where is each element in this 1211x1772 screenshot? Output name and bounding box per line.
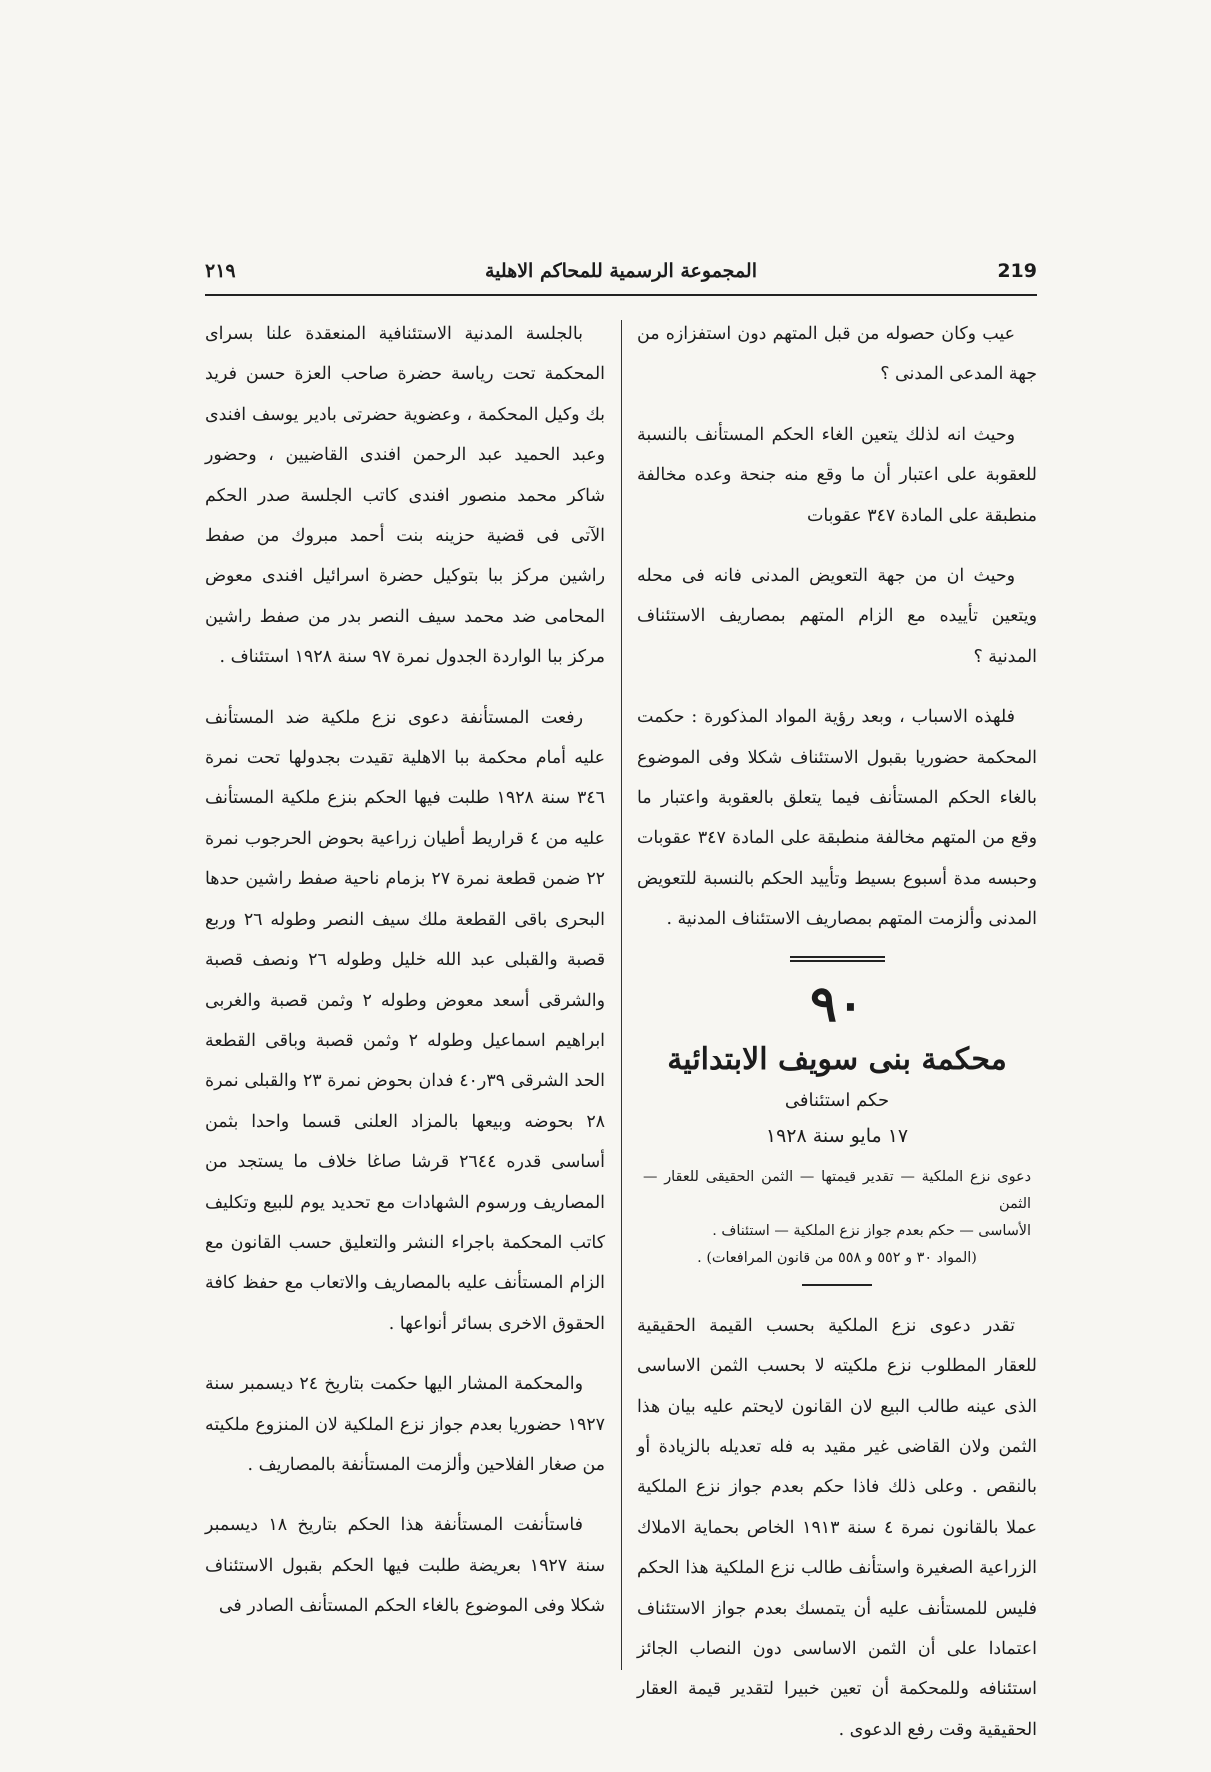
judgment-type: حكم استئنافى [784, 1089, 890, 1111]
page-header [205, 258, 1037, 296]
page-number-arabic: ٢١٩ [205, 260, 236, 282]
paragraph: والمحكمة المشار اليها حكمت بتاريخ ٢٤ ديسمبر سنة ١٩٢٧ حضوريا بعدم جواز نزع الملكية لان المنزوع ملكيته من صغار الفلاحين وألزمت المستأنفة بالمصاريف . [205, 1374, 605, 1475]
paragraph: فلهذه الاسباب ، وبعد رؤية المواد المذكورة : حكمت المحكمة حضوريا بقبول الاستئناف شكلا وفى الموضوع بالغاء الحكم المستأنف فيما يتعلق بالعقوبة واعتبار ما وقع من المتهم مخالفة منطبقة على المادة ٣٤٧ عقوبات وحبسه مدة أسبوع بسيط وتأييد الحكم بالنسبة للتعويض المدنى وألزمت المتهم بمصاريف الاستئناف المدنية . [637, 707, 1037, 930]
column-divider [621, 320, 622, 1670]
left-column [205, 314, 605, 1627]
right-column [637, 314, 1037, 1750]
paragraph: وحيث انه لذلك يتعين الغاء الحكم المستأنف بالنسبة للعقوبة على اعتبار أن ما وقع منه جنحة وعده مخالفة منطبقة على المادة ٣٤٧ عقوبات [637, 424, 1037, 526]
legal-principle: تقدر دعوى نزع الملكية بحسب القيمة الحقيقية للعقار المطلوب نزع ملكيته لا بحسب الثمن الاساسى الذى عينه طالب البيع لان القانون لايحتم عليه بيان هذا الثمن ولان القاضى غير مقيد به فله تعديله بالزيادة أو بالنقص . وعلى ذلك فاذا حكم بعدم جواز نزع الملكية عملا بالقانون نمرة ٤ سنة ١٩١٣ الخاص بحماية الاملاك الزراعية الصغيرة واستأنف طالب نزع الملكية هذا الحكم فليس للمستأنف عليه أن يتمسك بعدم جواز الاستئناف اعتمادا على أن الثمن الاساسى دون النصاب الجائز استئنافه وللمحكمة أن تعين خبيرا لتقدير قيمة العقار الحقيقية وقت رفع الدعوى . [637, 1315, 1037, 1740]
summary-line: دعوى نزع الملكية — تقدير قيمتها — الثمن الحقيقى للعقار — الثمن [643, 1168, 1031, 1212]
paragraph: فاستأنفت المستأنفة هذا الحكم بتاريخ ١٨ ديسمبر سنة ١٩٢٧ بعريضة طلبت فيها الحكم بقبول الاستئناف شكلا وفى الموضوع بالغاء الحكم المستأنف الصادر فى [205, 1515, 606, 1617]
summary-line: (المواد ٣٠ و ٥٥٢ و ٥٥٨ من قانون المرافعات) . [697, 1249, 977, 1266]
paragraph: رفعت المستأنفة دعوى نزع ملكية ضد المستأنف عليه أمام محكمة ببا الاهلية تقيدت بجدولها تحت نمرة ٣٤٦ سنة ١٩٢٨ طلبت فيها الحكم بنزع ملكية المستأنف عليه من ٤ قراريط أطيان زراعية بحوض الحرجوب نمرة ٢٢ ضمن قطعة نمرة ٢٧ بزمام ناحية صفط راشين حدها البحرى باقى القطعة ملك سيف النصر وطوله ٢٦ وربع قصبة والقبلى عبد الله خليل وطوله ٢٦ ونصف قصبة والشرقى أسعد معوض وطوله ٢ وثمن قصبة والغربى ابراهيم اسماعيل وطوله ٢ وثمن قصبة وباقى القطعة الحد الشرقى ٣٩ر٤٠ فدان بحوض نمرة ٢٣ والقبلى نمرة ٢٨ بحوضه وبيعها بالمزاد العلنى قسما واحدا بثمن أساسى قدره ٢٦٤٤ قرشا صاغا خلاف ما يستجد من المصاريف ورسوم الشهادات مع تحديد يوم للبيع وتكليف كاتب المحكمة باجراء النشر والتعليق حسب القانون مع الزام المستأنف عليه بالمصاريف والاتعاب مع حفظ كافة الحقوق الاخرى بسائر أنواعها . [205, 707, 606, 1334]
paragraph: بالجلسة المدنية الاستئنافية المنعقدة علنا بسراى المحكمة تحت رياسة حضرة صاحب العزة حسن فريد بك وكيل المحكمة ، وعضوية حضرتى بادير يوسف افندى وعبد الحميد عبد الرحمن افندى القاضيين ، وحضور شاكر محمد منصور افندى كاتب الجلسة صدر الحكم الآتى فى قضية حزينه بنت أحمد مبروك من صفط راشين مركز ببا بتوكيل حضرة اسرائيل افندى معوض المحامى ضد محمد سيف النصر بدر من صفط راشين مركز ببا الواردة الجدول نمرة ٩٧ سنة ١٩٢٨ استئناف . [205, 324, 605, 668]
summary-line: الأساسى — حكم بعدم جواز نزع الملكية — استئناف . [712, 1222, 1031, 1239]
case-summary [637, 1164, 1037, 1272]
court-name: محكمة بنى سويف الابتدائية [667, 1041, 1007, 1077]
case-number: ٩٠ [810, 973, 864, 1033]
paragraph: عيب وكان حصوله من قبل المتهم دون استفزازه من جهة المدعى المدنى ؟ [637, 324, 1037, 385]
page-number-latin: 219 [997, 260, 1037, 282]
section-divider [790, 956, 885, 962]
summary-divider [802, 1284, 872, 1286]
paragraph: وحيث ان من جهة التعويض المدنى فانه فى محله ويتعين تأييده مع الزام المتهم بمصاريف الاستئناف المدنية ؟ [637, 566, 1037, 667]
judgment-date: ١٧ مايو سنة ١٩٢٨ [765, 1124, 909, 1147]
running-title: المجموعة الرسمية للمحاكم الاهلية [484, 260, 757, 282]
